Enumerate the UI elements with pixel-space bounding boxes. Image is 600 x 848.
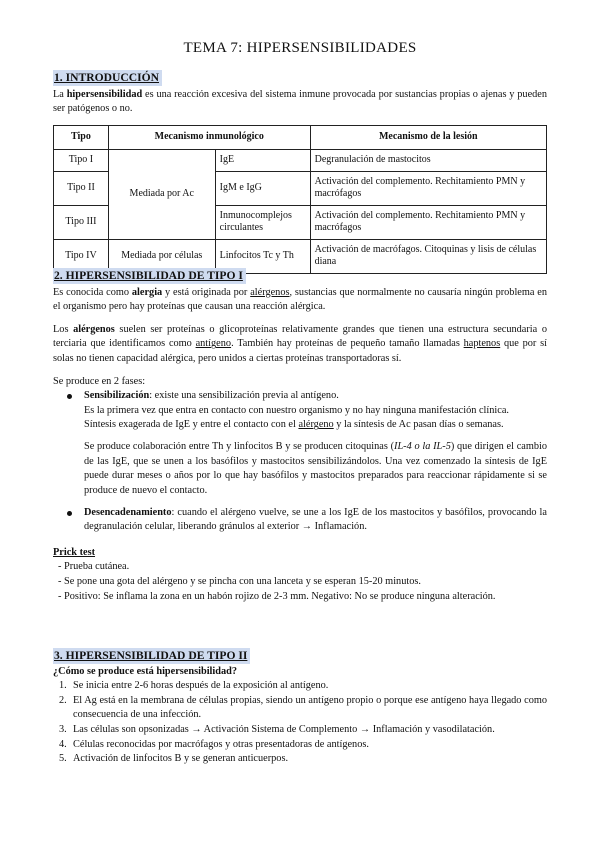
list-item: - Prueba cutánea. [58, 561, 130, 573]
list-item: 4. Células reconocidas por macrófagos y otras presentadoras de antígenos. [59, 738, 369, 750]
cell-mech: IgE [215, 149, 310, 171]
table-row [54, 149, 547, 171]
document-title: TEMA 7: HIPERSENSIBILIDADES [183, 40, 417, 56]
phase-line: Es la primera vez que entra en contacto con nuestro organismo y no hay ninguna manifestación clínica. [84, 404, 509, 416]
phase-line: Síntesis exagerada de IgE y entre el contacto con el alérgeno y la síntesis de Ac pasan días o semanas. [84, 419, 504, 431]
header-mecanismo-lesion: Mecanismo de la lesión [310, 125, 546, 149]
cell-mediada-ac: Mediada por Ac [108, 149, 215, 239]
bullet-dot [67, 394, 72, 399]
cell-mech: Inmunocomplejos circulantes [215, 205, 310, 239]
cell-mech: IgM e IgG [215, 171, 310, 205]
intro-paragraph: La hipersensibilidad es una reacción excesiva del sistema inmune provocada por sustancias propias o ajenas y pueden ser patógenos o no. [53, 88, 548, 115]
list-item: Desencadenamiento: cuando el alérgeno vuelve, se une a los IgE de los mastocitos y basófilos, provocando la degranulación celular, liberando gránulos al exterior → Inflamación. [53, 506, 547, 535]
list-item: - Positivo: Se inflama la zona en un habón rojizo de 2-3 mm. Negativo: No se produce ninguna alteración. [58, 590, 496, 602]
list-item: Sensibilización: existe una sensibilización previa al antígeno. Es la primera vez que entra en contacto con nuestro organismo y no hay ninguna manifestación clínica. Síntesis exagerada de IgE y entre el contacto con el alérgeno y la síntesis de Ac pasan días o semanas. Se produce colaboración entre Th y linfocitos B y se producen citoquinas (IL-4 o la IL-5) que dirigen el cambio de las IgE, que se unen a los basófilos y mastocitos sensibilizándolos. Una vez comenzado la síntesis de IgE puede durar meses o años por lo que hay basófilos y mastocitos preparados para reaccionar rápidamente si se produce de nuevo el contacto. [53, 389, 547, 498]
hypersensitivity-table [53, 125, 547, 274]
list-item: 2. El Ag está en la membrana de células propias, siendo un antígeno propio o porque ese antígeno haya llegado como consecuencia de una infección. [59, 694, 547, 721]
term-hipersensibilidad: hipersensibilidad [66, 88, 143, 100]
header-tipo: Tipo [54, 125, 109, 149]
paragraph-alergenos: Los alérgenos suelen ser proteínas o glicoproteínas relativamente grandes que tienen una estructura secundaria o terciaria que identificamos como antígeno. También hay proteínas de pequeño tamaño llamadas haptenos que por sí solas no tienen capacidad alérgica, pero unidos a ciertas proteínas transportadoras sí. [53, 323, 547, 365]
paragraph-alergia: Es conocida como alergia y está originada por alérgenos, sustancias que normalmente no causaría ningún problema en el organismo pero hay proteínas que causan una reacción alérgica. [53, 286, 548, 313]
list-item: 5. Activación de linfocitos B y se generan anticuerpos. [59, 753, 289, 765]
section-heading: 3. HIPERSENSIBILIDAD DE TIPO II [53, 648, 250, 664]
section-heading: 1. INTRODUCCIÓN [53, 70, 162, 86]
section-tipo-i [53, 268, 547, 604]
phases-list [53, 389, 547, 534]
list-item: - Se pone una gota del alérgeno y se pincha con una lanceta y se esperan 15-20 minutos. [58, 575, 421, 587]
list-item: 3. Las células son opsonizadas → Activación Sistema de Complemento → Inflamación y vasodilatación. [59, 724, 495, 736]
cell-lesion: Activación del complemento. Rechitamiento PMN y macrófagos [310, 205, 546, 239]
question-heading: ¿Cómo se produce está hipersensibilidad? [53, 665, 238, 677]
section-tipo-ii [53, 648, 547, 767]
steps-list [53, 679, 547, 767]
header-mecanismo-inmunologico: Mecanismo inmunológico [108, 125, 310, 149]
section-heading: 2. HIPERSENSIBILIDAD DE TIPO I [53, 268, 246, 284]
list-item: 1. Se inicia entre 2-6 horas después de la exposición al antígeno. [59, 680, 329, 692]
cell-lesion: Activación de macrófagos. Citoquinas y lisis de células diana [310, 239, 546, 273]
bullet-dot [67, 511, 72, 516]
section-introduccion [53, 70, 547, 274]
cell-tipo: Tipo I [54, 149, 109, 171]
cell-lesion: Degranulación de mastocitos [310, 149, 546, 171]
table-header-row [54, 125, 547, 149]
cell-tipo: Tipo II [54, 171, 109, 205]
cell-tipo: Tipo III [54, 205, 109, 239]
prick-test-title: Prick test [53, 546, 96, 558]
cell-tipo: Tipo IV [54, 239, 109, 273]
cell-mediada-celulas: Mediada por células [108, 239, 215, 273]
prick-test-list [53, 560, 547, 604]
cell-mech: Linfocitos Tc y Th [215, 239, 310, 273]
phases-intro: Se produce en 2 fases: [53, 375, 146, 387]
phase-paragraph: Se produce colaboración entre Th y linfocitos B y se producen citoquinas (IL-4 o la IL-5) que dirigen el cambio de las IgE, que se unen a los basófilos y mastocitos sensibilizándolos. Una vez comenzado la síntesis de IgE puede durar meses o años por lo que hay basófilos y mastocitos preparados para reaccionar rápidamente si se produce de nuevo el contacto. [84, 441, 548, 496]
cell-lesion: Activación del complemento. Rechitamiento PMN y macrófagos [310, 171, 546, 205]
